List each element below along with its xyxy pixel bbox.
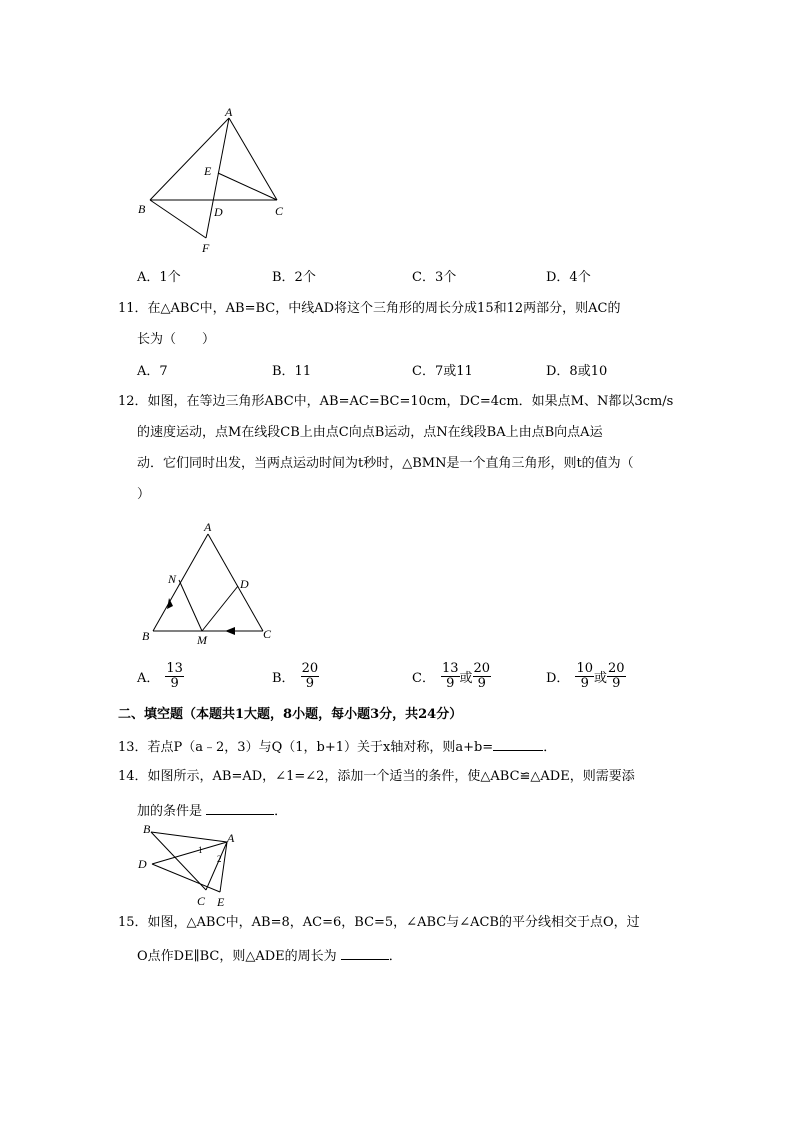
label-e: E	[204, 164, 212, 178]
fraction: $\frac{20}{9}$	[608, 661, 625, 691]
label-c: C	[197, 894, 206, 908]
q15-line2: O点作DE∥BC，则△ADE的周长为 ．	[137, 945, 402, 967]
q10-option-b: B．2个	[272, 270, 316, 285]
q11-line2: 长为（ ）	[137, 332, 216, 347]
segment-ac	[229, 118, 277, 200]
q10-option-a: A．1个	[137, 270, 181, 285]
segment-af	[206, 118, 229, 238]
fraction: $\frac{13}{9}$	[441, 661, 459, 691]
segment-ec	[218, 173, 277, 200]
segment-bc	[151, 832, 206, 890]
label-b: B	[142, 629, 150, 643]
q10-option-c: C．3个	[412, 270, 457, 285]
figure-triangle-abc-ef	[130, 100, 300, 260]
label-d: D	[240, 577, 249, 591]
q12-line4: ）	[137, 487, 151, 502]
label-e: E	[217, 895, 225, 909]
fraction: $\frac{13}{9}$	[166, 661, 183, 691]
label-angle-1: 1	[198, 845, 203, 855]
label-a: A	[225, 105, 233, 119]
q12-line1: 12．如图，在等边三角形ABC中，AB=AC=BC=10cm，DC=4cm．如果点M、N都以3cm/s	[118, 394, 674, 409]
figure-equilateral-triangle	[135, 516, 285, 651]
q12-line2: 的速度运动，点M在线段CB上由点C向点B运动，点N在线段BA上由点B向点A运	[137, 425, 603, 440]
label-d: D	[138, 857, 147, 871]
label-a: A	[204, 520, 212, 534]
fraction: $\frac{20}{9}$	[473, 661, 491, 691]
q14-line1: 14．如图所示，AB=AD，∠1=∠2，添加一个适当的条件，使△ABC≌△ADE，则需要添	[118, 769, 635, 784]
segment-nm	[179, 580, 202, 631]
label-b: B	[143, 822, 151, 836]
label-c: C	[275, 204, 284, 218]
label-m: M	[197, 633, 207, 647]
segment-bf	[150, 200, 206, 238]
q12-option-a: A． $\frac{13}{9}$	[137, 661, 183, 691]
answer-blank[interactable]	[493, 736, 543, 751]
label-angle-2: 2	[217, 854, 222, 864]
label-c: C	[263, 627, 272, 641]
label-f: F	[202, 241, 210, 255]
section-2-heading: 二、填空题（本题共1大题，8小题，每小题3分，共24分）	[118, 707, 463, 722]
label-d: D	[214, 205, 223, 219]
q11-option-b: B．11	[272, 364, 312, 379]
segment-ab	[150, 118, 229, 200]
q11-option-a: A．7	[137, 364, 168, 379]
q14-line2: 加的条件是 ．	[137, 800, 287, 822]
q12-option-c: C． $\frac{13}{9}$ 或 $\frac{20}{9}$	[412, 661, 491, 691]
q13: 13．若点P（a﹣2，3）与Q（1，b+1）关于x轴对称，则a+b= ．	[118, 736, 556, 758]
label-a: A	[227, 831, 235, 845]
q11-line1: 11．在△ABC中，AB=BC，中线AD将这个三角形的周长分成15和12两部分，则AC的	[118, 301, 621, 316]
q10-option-d: D．4个	[546, 270, 591, 285]
label-b: B	[138, 202, 146, 216]
segment-ba	[151, 832, 227, 842]
q12-line3: 动．它们同时出发，当两点运动时间为t秒时，△BMN是一个直角三角形，则t的值为（	[137, 456, 634, 471]
figure-congruent-triangles	[130, 820, 250, 910]
arrow-left-icon	[225, 627, 235, 635]
label-n: N	[168, 572, 177, 586]
q12-option-b: B． $\frac{20}{9}$	[272, 661, 319, 691]
q11-option-c: C．7或11	[412, 364, 473, 379]
arrow-up-icon	[167, 598, 173, 609]
q15-line1: 15．如图，△ABC中，AB=8，AC=6，BC=5，∠ABC与∠ACB的平分线相交于点O，过	[118, 915, 640, 930]
fraction: $\frac{20}{9}$	[301, 661, 319, 691]
segment-ac	[208, 534, 263, 631]
q12-option-d: D． $\frac{10}{9}$ 或 $\frac{20}{9}$	[546, 661, 625, 691]
answer-blank[interactable]	[341, 945, 389, 960]
answer-blank[interactable]	[206, 800, 274, 815]
q11-option-d: D．8或10	[546, 364, 608, 379]
fraction: $\frac{10}{9}$	[576, 661, 593, 691]
segment-dm	[202, 586, 238, 631]
